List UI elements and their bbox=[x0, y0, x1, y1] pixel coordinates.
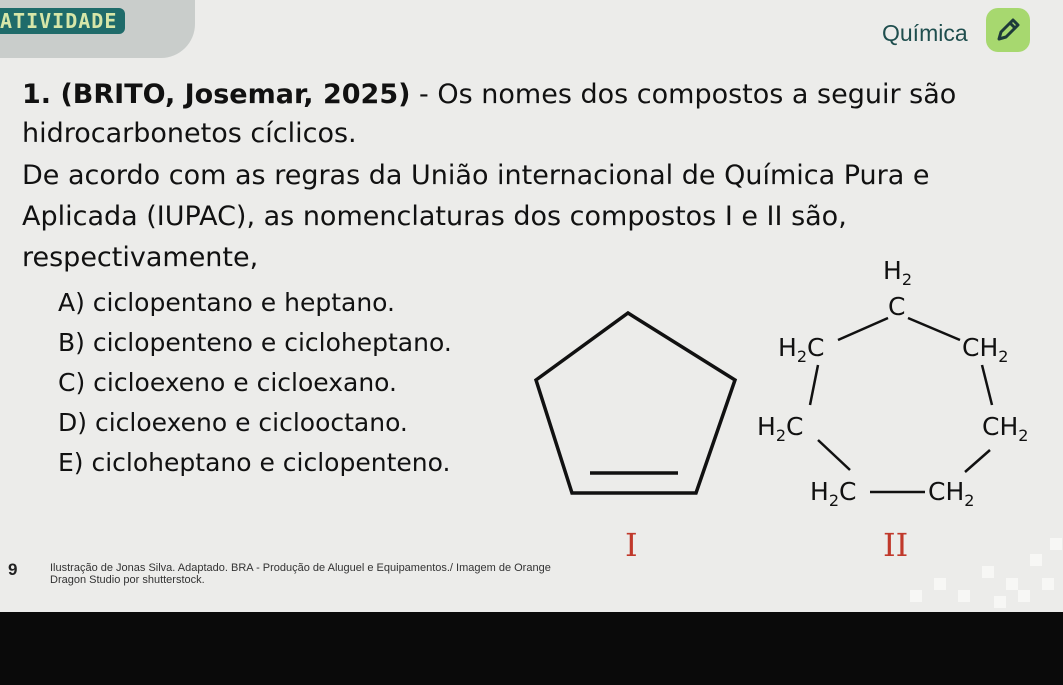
atom-middle-left: $H_2C$ bbox=[757, 412, 804, 445]
atom-upper-left: $H_2C$ bbox=[778, 333, 825, 366]
question-intro bbox=[22, 75, 1042, 153]
compound-1-label: I bbox=[625, 526, 638, 564]
credit-line-1: Ilustração de Jonas Silva. Adaptado. BRA - Produção de Aluguel e Equipamentos./ Imagem de Orange bbox=[50, 562, 551, 574]
activity-tag: ATIVIDADE bbox=[0, 8, 125, 34]
pencil-badge bbox=[986, 8, 1030, 52]
atom-upper-right: $CH_2$ bbox=[962, 333, 1009, 366]
atom-bottom-right: $CH_2$ bbox=[928, 477, 975, 510]
compound-1-structure bbox=[528, 305, 748, 505]
compound-2-label: II bbox=[883, 526, 909, 564]
pencil-icon bbox=[993, 15, 1023, 45]
option-c[interactable]: C) cicloexeno e cicloexano. bbox=[58, 368, 397, 397]
image-credit bbox=[50, 562, 551, 586]
atom-bottom-left: $H_2C$ bbox=[810, 477, 857, 510]
compound-2-bonds bbox=[760, 256, 1060, 520]
option-e[interactable]: E) cicloheptano e ciclopenteno. bbox=[58, 448, 451, 477]
credit-line-2: Dragon Studio por shutterstock. bbox=[50, 574, 205, 586]
page-number: 9 bbox=[8, 560, 18, 579]
option-d[interactable]: D) cicloexeno e ciclooctano. bbox=[58, 408, 408, 437]
question-statement: De acordo com as regras da União internacional de Química Pura e Aplicada (IUPAC), as nomenclaturas dos compostos I e II são, respectivamente, bbox=[22, 160, 930, 273]
question-intro-text: - Os nomes dos compostos a seguir são hidrocarbonetos cíclicos. bbox=[22, 79, 957, 149]
answer-options bbox=[58, 283, 518, 483]
option-a[interactable]: A) ciclopentano e heptano. bbox=[58, 288, 395, 317]
option-b[interactable]: B) ciclopenteno e cicloheptano. bbox=[58, 328, 452, 357]
question-source: 1. (BRITO, Josemar, 2025) bbox=[22, 79, 411, 110]
subject-title: Química bbox=[882, 20, 968, 46]
pixel-pattern-decoration bbox=[900, 530, 1063, 612]
atom-middle-right: $CH_2$ bbox=[982, 412, 1029, 445]
atom-top-h: $H_2$ bbox=[883, 256, 912, 289]
atom-top-c: C bbox=[888, 292, 906, 321]
